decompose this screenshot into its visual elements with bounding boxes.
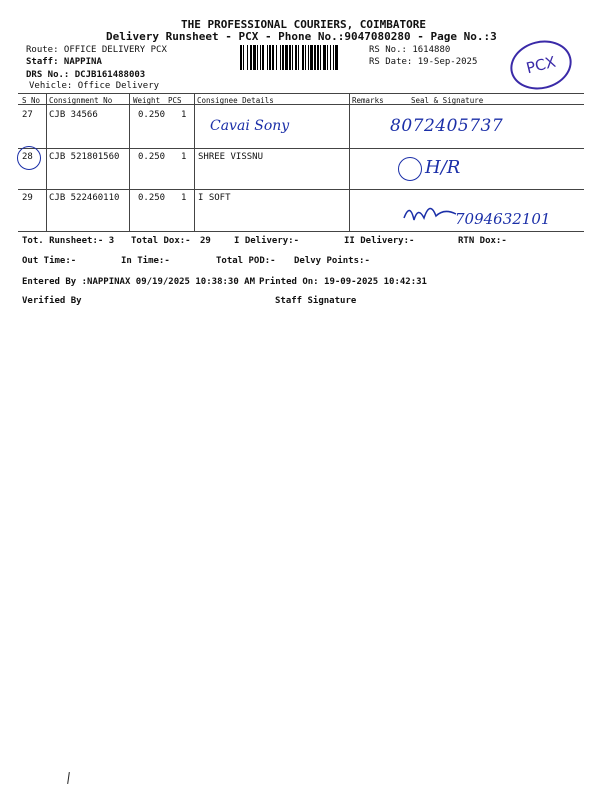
pen-mark bbox=[67, 772, 70, 784]
row-weight: 0.250 bbox=[138, 193, 166, 203]
total-dox-value: 29 bbox=[200, 236, 211, 246]
row-divider bbox=[18, 189, 584, 190]
row-sno: 27 bbox=[22, 110, 33, 120]
header-weight: Weight bbox=[133, 96, 161, 105]
row-sno: 29 bbox=[22, 193, 33, 203]
row-consignee: I SOFT bbox=[198, 193, 231, 203]
staff-label: Staff: NAPPINA bbox=[26, 57, 102, 67]
row-divider bbox=[18, 148, 584, 149]
row-consignment: CJB 522460110 bbox=[49, 193, 120, 203]
header-seal: Seal & Signature bbox=[411, 96, 484, 105]
rtn-dox-label: RTN Dox:- bbox=[458, 236, 507, 246]
route-label: Route: OFFICE DELIVERY PCX bbox=[26, 45, 167, 55]
handwritten-signature: 8072405737 bbox=[390, 116, 504, 136]
company-title: THE PROFESSIONAL COURIERS, COIMBATORE bbox=[181, 18, 427, 31]
barcode-image bbox=[240, 45, 366, 70]
ii-delivery-label: II Delivery:- bbox=[344, 236, 415, 246]
header-consignee: Consignee Details bbox=[197, 96, 274, 105]
row-weight: 0.250 bbox=[138, 110, 166, 120]
delivery-points-label: Delvy Points:- bbox=[294, 256, 370, 266]
vehicle-label: Vehicle: Office Delivery bbox=[29, 81, 160, 91]
i-delivery-label: I Delivery:- bbox=[234, 236, 300, 246]
column-divider bbox=[194, 93, 195, 231]
header-sno: S No bbox=[22, 96, 41, 105]
row-weight: 0.250 bbox=[138, 152, 166, 162]
staff-signature-label: Staff Signature bbox=[275, 296, 357, 306]
drs-number: DRS No.: DCJB161488003 bbox=[26, 70, 146, 80]
column-divider bbox=[46, 93, 47, 231]
row-consignee: SHREE VISSNU bbox=[198, 152, 264, 162]
signature-scribble bbox=[400, 198, 460, 228]
row-sno: 28 bbox=[22, 152, 33, 162]
rs-date: RS Date: 19-Sep-2025 bbox=[369, 57, 478, 67]
header-consignment: Consignment No bbox=[49, 96, 113, 105]
row-pcs: 1 bbox=[181, 152, 187, 162]
in-time-label: In Time:- bbox=[121, 256, 170, 266]
out-time-label: Out Time:- bbox=[22, 256, 77, 266]
printed-on: Printed On: 19-09-2025 10:42:31 bbox=[259, 277, 427, 287]
table-bottom-border bbox=[18, 231, 584, 232]
row-pcs: 1 bbox=[181, 110, 187, 120]
total-pod-label: Total POD:- bbox=[216, 256, 276, 266]
column-divider bbox=[349, 93, 350, 231]
barcode-bar bbox=[338, 45, 340, 70]
header-remarks: Remarks bbox=[352, 96, 384, 105]
handwritten-consignee: Cavai Sony bbox=[210, 118, 290, 134]
row-consignment: CJB 34566 bbox=[49, 110, 98, 120]
header-pcs: PCS bbox=[168, 96, 182, 105]
column-divider bbox=[129, 93, 130, 231]
table-top-border bbox=[18, 93, 584, 94]
stamp-text: PCX bbox=[524, 52, 558, 78]
rs-number: RS No.: 1614880 bbox=[369, 45, 451, 55]
handwritten-remark: H/R bbox=[425, 157, 461, 178]
row-consignment: CJB 521801560 bbox=[49, 152, 120, 162]
handwritten-phone: 7094632101 bbox=[455, 210, 551, 228]
runsheet-subtitle: Delivery Runsheet - PCX - Phone No.:9047080280 - Page No.:3 bbox=[106, 30, 497, 43]
total-runsheet: Tot. Runsheet:- 3 bbox=[22, 236, 115, 246]
pcx-stamp bbox=[505, 34, 577, 96]
entered-by: Entered By :NAPPINAX 09/19/2025 10:38:30 AM bbox=[22, 277, 255, 287]
total-dox-label: Total Dox:- bbox=[131, 236, 191, 246]
row-pcs: 1 bbox=[181, 193, 187, 203]
verified-by: Verified By bbox=[22, 296, 82, 306]
circle-mark bbox=[398, 157, 422, 181]
